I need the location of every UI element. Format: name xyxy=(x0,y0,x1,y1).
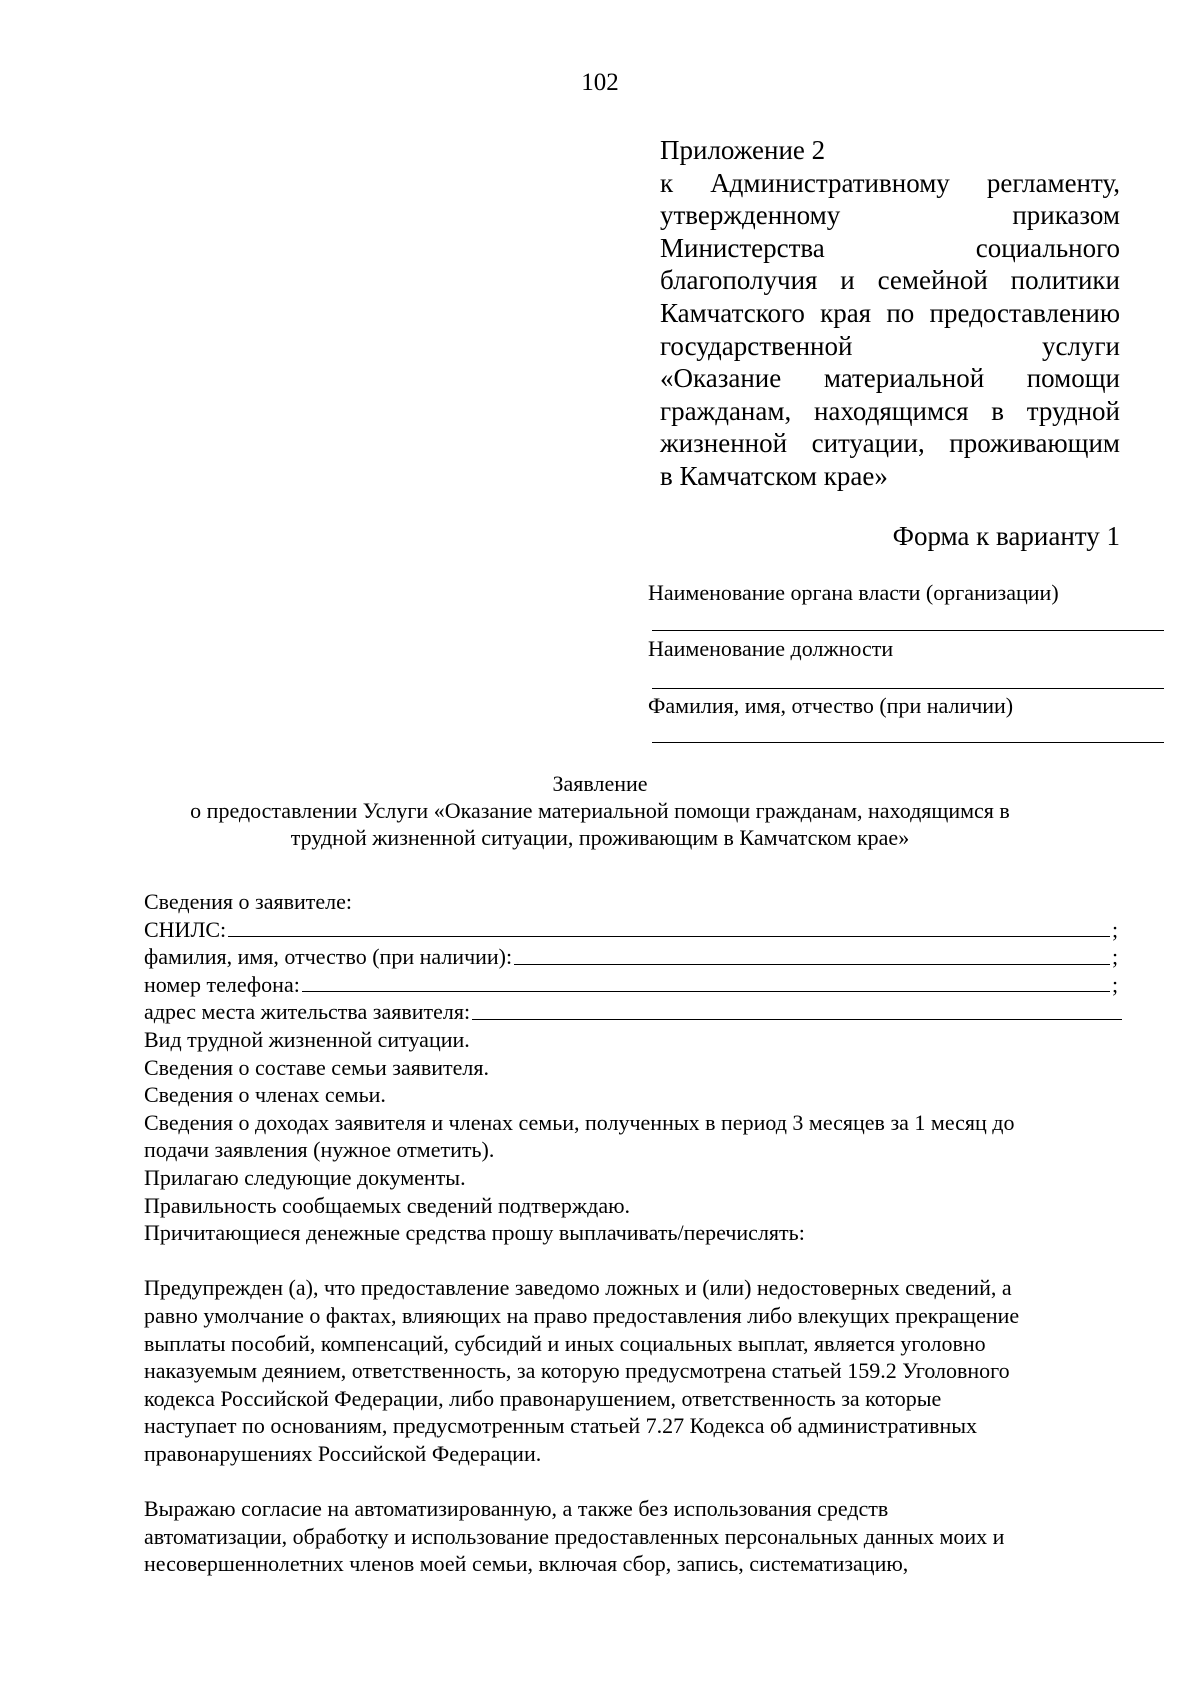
address-field[interactable] xyxy=(472,1018,1122,1020)
name-label: Фамилия, имя, отчество (при наличии) xyxy=(648,693,1014,718)
appendix-line: благополучия и семейной политики xyxy=(660,265,1120,296)
warning-line: Предупрежден (а), что предоставление заведомо ложных и (или) недостоверных сведений, а xyxy=(144,1275,1012,1301)
fio-row xyxy=(144,943,1124,971)
list-item: Правильность сообщаемых сведений подтверждаю. xyxy=(144,1192,631,1218)
page-number: 102 xyxy=(581,69,619,96)
consent-paragraph xyxy=(144,1495,1124,1578)
snils-row xyxy=(144,916,1124,944)
applicant-heading: Сведения о заявителе: xyxy=(144,889,353,914)
appendix-line: Министерства социального xyxy=(660,232,1120,263)
list-item: Вид трудной жизненной ситуации. xyxy=(144,1026,470,1052)
phone-row xyxy=(144,971,1124,999)
list-item: Причитающиеся денежные средства прошу выплачивать/перечислять: xyxy=(144,1220,805,1246)
position-field[interactable] xyxy=(652,688,1164,689)
application-body xyxy=(144,888,1124,1578)
fio-label: фамилия, имя, отчество (при наличии): xyxy=(144,944,513,970)
form-variant: Форма к варианту 1 xyxy=(892,521,1120,551)
appendix-line: государственной услуги xyxy=(660,330,1120,361)
consent-line: Выражаю согласие на автоматизированную, а также без использования средств xyxy=(144,1496,889,1522)
warning-line: равно умолчание о фактах, влияющих на право предоставления либо влекущих прекращение xyxy=(144,1302,1020,1328)
list-item: подачи заявления (нужное отметить). xyxy=(144,1137,495,1163)
appendix-line: жизненной ситуации, проживающим xyxy=(660,428,1120,459)
list-item: Сведения о доходах заявителя и членах семьи, полученных в период 3 месяцев за 1 месяц до xyxy=(144,1109,1015,1135)
warning-line: наступает по основаниям, предусмотренным статьей 7.27 Кодекса об административных xyxy=(144,1413,978,1439)
list-item: Сведения о членах семьи. xyxy=(144,1082,386,1108)
fio-field[interactable] xyxy=(514,963,1110,965)
address-label: адрес места жительства заявителя: xyxy=(144,999,471,1025)
appendix-line: Приложение 2 xyxy=(660,135,826,165)
snils-field[interactable] xyxy=(228,935,1110,937)
appendix-line: в Камчатском крае» xyxy=(660,460,888,491)
address-row xyxy=(144,998,1124,1026)
appendix-header xyxy=(660,134,1120,493)
appendix-line: гражданам, находящимся в трудной xyxy=(660,395,1120,426)
name-field[interactable] xyxy=(652,742,1164,743)
statement-title-block xyxy=(100,770,1100,851)
appendix-line: «Оказание материальной помощи xyxy=(660,363,1120,394)
snils-label: СНИЛС: xyxy=(144,916,227,942)
appendix-line: к Административному регламенту, xyxy=(660,167,1120,198)
phone-field[interactable] xyxy=(302,990,1110,992)
appendix-line: утвержденному приказом xyxy=(660,200,1120,231)
field-semicolon: ; xyxy=(1112,916,1119,942)
consent-line: автоматизации, обработку и использование предоставленных персональных данных моих и xyxy=(144,1523,1005,1549)
position-label: Наименование должности xyxy=(648,636,894,661)
warning-line: наказуемым деянием, ответственность, за которую предусмотрена статьей 159.2 Уголовного xyxy=(144,1358,1010,1384)
authority-field[interactable] xyxy=(652,630,1164,631)
field-semicolon: ; xyxy=(1112,944,1119,970)
statement-title: Заявление xyxy=(552,771,648,796)
statement-subtitle: трудной жизненной ситуации, проживающим в Камчатском крае» xyxy=(290,825,910,850)
appendix-line: Камчатского края по предоставлению xyxy=(660,297,1120,328)
consent-line: несовершеннолетних членов моей семьи, включая сбор, запись, систематизацию, xyxy=(144,1551,909,1577)
list-item: Сведения о составе семьи заявителя. xyxy=(144,1054,490,1080)
warning-line: правонарушениях Российской Федерации. xyxy=(144,1440,542,1466)
field-semicolon: ; xyxy=(1112,971,1119,997)
warning-paragraph xyxy=(144,1274,1124,1467)
list-item: Прилагаю следующие документы. xyxy=(144,1164,466,1190)
warning-line: выплаты пособий, компенсаций, субсидий и иных социальных выплат, является уголовно xyxy=(144,1330,986,1356)
authority-label: Наименование органа власти (организации) xyxy=(648,580,1059,605)
warning-line: кодекса Российской Федерации, либо правонарушением, ответственность за которые xyxy=(144,1385,942,1411)
statement-subtitle: о предоставлении Услуги «Оказание материальной помощи гражданам, находящимся в xyxy=(190,798,1010,823)
phone-label: номер телефона: xyxy=(144,971,300,997)
